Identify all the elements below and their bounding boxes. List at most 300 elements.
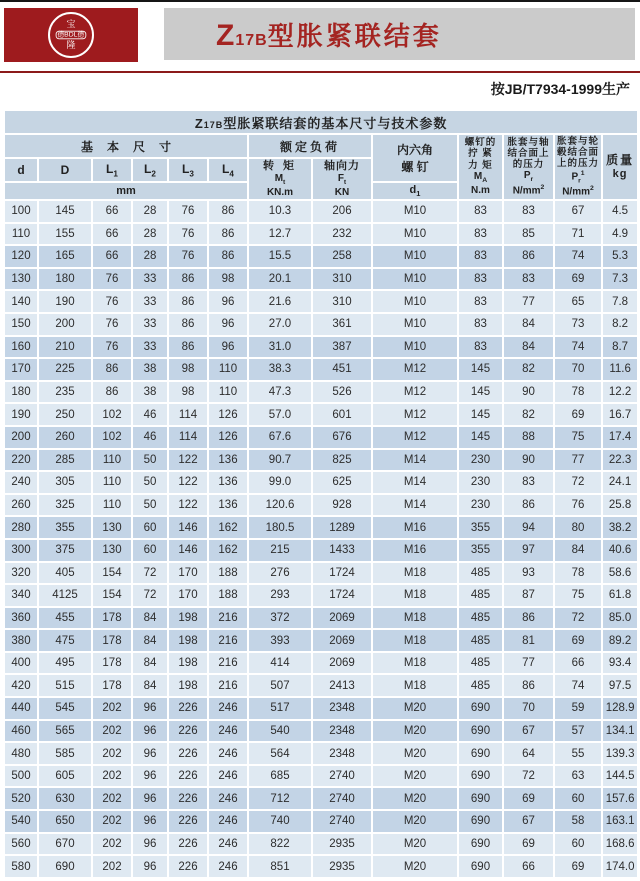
table-cell: 325: [38, 494, 92, 517]
table-cell: 96: [132, 787, 168, 810]
col-header-L2: $L_2$: [132, 158, 168, 182]
table-cell: 72: [554, 607, 602, 630]
table-cell: 240: [4, 471, 38, 494]
col-header-mass: 质量 kg: [602, 134, 638, 200]
table-cell: 440: [4, 697, 38, 720]
table-cell: 2740: [312, 787, 372, 810]
table-cell: 100: [4, 200, 38, 223]
table-cell: 97: [503, 539, 554, 562]
table-cell: 50: [132, 494, 168, 517]
table-cell: 90.7: [248, 449, 312, 472]
table-cell: 517: [248, 697, 312, 720]
table-cell: 134.1: [602, 720, 638, 743]
table-cell: 69: [503, 787, 554, 810]
table-cell: M10: [372, 313, 458, 336]
table-cell: 168.6: [602, 833, 638, 856]
table-cell: 136: [208, 494, 248, 517]
table-cell: 202: [92, 720, 132, 743]
table-cell: 372: [248, 607, 312, 630]
col-header-hex-screw: 内六角 螺 钉: [372, 134, 458, 182]
table-cell: 84: [132, 674, 168, 697]
table-cell: 630: [38, 787, 92, 810]
table-cell: 70: [554, 358, 602, 381]
table-cell: 198: [168, 607, 208, 630]
table-cell: 690: [458, 833, 503, 856]
table-cell: 220: [4, 449, 38, 472]
table-cell: 246: [208, 720, 248, 743]
table-cell: 246: [208, 833, 248, 856]
table-cell: 146: [168, 539, 208, 562]
table-cell: 480: [4, 742, 38, 765]
table-cell: 114: [168, 426, 208, 449]
table-row: [4, 765, 638, 788]
table-cell: 69: [554, 855, 602, 878]
table-cell: 246: [208, 697, 248, 720]
table-cell: 72: [132, 584, 168, 607]
table-row: [4, 720, 638, 743]
table-cell: 86: [168, 268, 208, 291]
table-row: [4, 629, 638, 652]
table-cell: 76: [168, 245, 208, 268]
col-header-L3: $L_3$: [168, 158, 208, 182]
table-cell: 310: [312, 290, 372, 313]
table-cell: 355: [38, 516, 92, 539]
table-cell: 605: [38, 765, 92, 788]
table-cell: 202: [92, 833, 132, 856]
table-cell: 690: [458, 810, 503, 833]
table-cell: M10: [372, 245, 458, 268]
table-cell: 96: [132, 697, 168, 720]
table-cell: 202: [92, 742, 132, 765]
logo-char-top: 宝: [66, 19, 76, 29]
table-cell: 77: [503, 652, 554, 675]
table-cell: 276: [248, 562, 312, 585]
table-cell: M10: [372, 336, 458, 359]
table-cell: 202: [92, 787, 132, 810]
table-cell: 66: [554, 652, 602, 675]
table-cell: 11.6: [602, 358, 638, 381]
table-cell: 246: [208, 765, 248, 788]
table-cell: 28: [132, 245, 168, 268]
table-cell: 90: [503, 449, 554, 472]
table-cell: 58: [554, 810, 602, 833]
table-row: [4, 268, 638, 291]
table-cell: 96: [132, 810, 168, 833]
table-cell: 66: [92, 223, 132, 246]
table-cell: 2348: [312, 697, 372, 720]
table-row: [4, 449, 638, 472]
table-cell: 66: [92, 200, 132, 223]
table-cell: 180: [4, 381, 38, 404]
table-cell: 74: [554, 674, 602, 697]
table-cell: 485: [458, 674, 503, 697]
table-cell: M18: [372, 562, 458, 585]
col-header-pressure-hub: 胀套与轮 毂结合面 上的压力 $P_r^1$ $N/mm^2$: [554, 134, 602, 200]
table-cell: 74: [554, 336, 602, 359]
table-cell: 485: [458, 562, 503, 585]
table-cell: 50: [132, 449, 168, 472]
table-cell: M18: [372, 629, 458, 652]
table-cell: 355: [458, 539, 503, 562]
table-cell: M20: [372, 742, 458, 765]
table-cell: 102: [92, 426, 132, 449]
table-cell: 495: [38, 652, 92, 675]
table-row: [4, 313, 638, 336]
table-cell: 2069: [312, 629, 372, 652]
table-cell: 4125: [38, 584, 92, 607]
table-cell: 285: [38, 449, 92, 472]
brand-logo-seal: [48, 12, 94, 58]
table-cell: 83: [458, 336, 503, 359]
table-cell: 84: [554, 539, 602, 562]
table-cell: 232: [312, 223, 372, 246]
table-cell: 10.3: [248, 200, 312, 223]
brand-logo: [4, 8, 138, 62]
table-cell: 155: [38, 223, 92, 246]
table-cell: 226: [168, 697, 208, 720]
table-cell: 71: [554, 223, 602, 246]
col-header-tightening-torque: 螺钉的 拧 紧 力 矩 $M_A$ N.m: [458, 134, 503, 200]
table-cell: M12: [372, 426, 458, 449]
table-cell: 76: [168, 223, 208, 246]
table-cell: 226: [168, 787, 208, 810]
table-row: [4, 471, 638, 494]
table-cell: 375: [38, 539, 92, 562]
table-cell: 72: [554, 471, 602, 494]
table-cell: M18: [372, 584, 458, 607]
table-row: [4, 787, 638, 810]
table-cell: 110: [4, 223, 38, 246]
table-cell: 96: [132, 765, 168, 788]
table-cell: 165: [38, 245, 92, 268]
table-row: [4, 833, 638, 856]
table-cell: 414: [248, 652, 312, 675]
title-banner: [164, 8, 635, 60]
table-cell: 361: [312, 313, 372, 336]
table-cell: 526: [312, 381, 372, 404]
table-cell: 202: [92, 697, 132, 720]
table-cell: 690: [458, 765, 503, 788]
table-cell: 96: [208, 313, 248, 336]
table-cell: 540: [248, 720, 312, 743]
table-cell: 83: [458, 245, 503, 268]
table-cell: 33: [132, 336, 168, 359]
table-cell: 86: [503, 607, 554, 630]
table-cell: 144.5: [602, 765, 638, 788]
table-cell: M10: [372, 200, 458, 223]
table-cell: 83: [458, 200, 503, 223]
table-cell: 28: [132, 200, 168, 223]
table-cell: M18: [372, 652, 458, 675]
table-row: [4, 381, 638, 404]
table-cell: 120.6: [248, 494, 312, 517]
table-cell: 33: [132, 268, 168, 291]
table-cell: 226: [168, 720, 208, 743]
table-cell: 210: [38, 336, 92, 359]
table-cell: 565: [38, 720, 92, 743]
table-cell: 216: [208, 629, 248, 652]
table-cell: 215: [248, 539, 312, 562]
table-cell: 685: [248, 765, 312, 788]
table-cell: 110: [208, 381, 248, 404]
table-cell: 188: [208, 584, 248, 607]
table-cell: 82: [503, 358, 554, 381]
table-cell: 202: [92, 810, 132, 833]
table-cell: 82: [503, 403, 554, 426]
table-cell: 145: [38, 200, 92, 223]
table-cell: 93.4: [602, 652, 638, 675]
table-cell: 160: [4, 336, 38, 359]
table-cell: 60: [132, 516, 168, 539]
table-cell: 585: [38, 742, 92, 765]
table-cell: 38.3: [248, 358, 312, 381]
table-cell: 66: [92, 245, 132, 268]
table-cell: 50: [132, 471, 168, 494]
table-cell: 89.2: [602, 629, 638, 652]
table-cell: 8.7: [602, 336, 638, 359]
table-cell: 75: [554, 426, 602, 449]
table-cell: 180: [38, 268, 92, 291]
table-cell: M10: [372, 268, 458, 291]
table-cell: 560: [4, 833, 38, 856]
table-cell: 84: [503, 313, 554, 336]
table-cell: 46: [132, 426, 168, 449]
table-cell: 85.0: [602, 607, 638, 630]
table-cell: 55: [554, 742, 602, 765]
table-cell: 96: [208, 290, 248, 313]
table-cell: 72: [132, 562, 168, 585]
table-cell: 340: [4, 584, 38, 607]
table-cell: M20: [372, 765, 458, 788]
table-cell: 1433: [312, 539, 372, 562]
table-cell: M16: [372, 539, 458, 562]
table-cell: 150: [4, 313, 38, 336]
table-cell: 178: [92, 607, 132, 630]
table-cell: 280: [4, 516, 38, 539]
table-cell: M20: [372, 787, 458, 810]
table-cell: 90: [503, 381, 554, 404]
col-header-axial-force: 轴向力 $F_t$ KN: [312, 158, 372, 200]
table-cell: 355: [458, 516, 503, 539]
table-cell: M14: [372, 471, 458, 494]
table-cell: 180.5: [248, 516, 312, 539]
table-cell: 202: [92, 765, 132, 788]
table-row: [4, 200, 638, 223]
logo-char-middle: 德BDL德: [57, 30, 85, 39]
table-row: [4, 516, 638, 539]
table-row: [4, 426, 638, 449]
table-cell: 74: [554, 245, 602, 268]
table-cell: 76: [554, 494, 602, 517]
table-cell: 822: [248, 833, 312, 856]
table-cell: 2348: [312, 742, 372, 765]
table-cell: 86: [168, 313, 208, 336]
table-cell: 145: [458, 403, 503, 426]
table-cell: 33: [132, 290, 168, 313]
table-cell: 7.3: [602, 268, 638, 291]
table-cell: 38: [132, 381, 168, 404]
table-cell: 690: [458, 697, 503, 720]
table-cell: 76: [168, 200, 208, 223]
col-header-d1: $d_1$: [372, 182, 458, 200]
table-cell: 198: [168, 652, 208, 675]
table-cell: 928: [312, 494, 372, 517]
table-cell: 40.6: [602, 539, 638, 562]
page-title: Z17B型胀紧联结套: [216, 18, 442, 52]
table-cell: 139.3: [602, 742, 638, 765]
table-cell: 66: [503, 855, 554, 878]
table-cell: 190: [38, 290, 92, 313]
table-cell: 216: [208, 652, 248, 675]
table-cell: 47.3: [248, 381, 312, 404]
table-cell: 2935: [312, 855, 372, 878]
col-header-L4: $L_4$: [208, 158, 248, 182]
table-cell: M20: [372, 833, 458, 856]
table-row: [4, 652, 638, 675]
table-cell: 102: [92, 403, 132, 426]
table-cell: 740: [248, 810, 312, 833]
table-cell: 293: [248, 584, 312, 607]
table-row: [4, 562, 638, 585]
table-cell: 60: [132, 539, 168, 562]
table-cell: 2935: [312, 833, 372, 856]
table-cell: 76: [92, 336, 132, 359]
table-row: [4, 336, 638, 359]
table-cell: 12.7: [248, 223, 312, 246]
table-cell: 580: [4, 855, 38, 878]
table-cell: 2348: [312, 720, 372, 743]
table-cell: 130: [92, 539, 132, 562]
table-cell: 300: [4, 539, 38, 562]
table-cell: 460: [4, 720, 38, 743]
table-cell: 226: [168, 765, 208, 788]
table-cell: 83: [458, 268, 503, 291]
table-cell: 86: [208, 200, 248, 223]
table-cell: 500: [4, 765, 38, 788]
table-cell: 27.0: [248, 313, 312, 336]
table-cell: 246: [208, 787, 248, 810]
table-cell: 80: [554, 516, 602, 539]
table-cell: 75: [554, 584, 602, 607]
table-cell: 67: [503, 810, 554, 833]
table-cell: 21.6: [248, 290, 312, 313]
table-cell: 33: [132, 313, 168, 336]
table-cell: 77: [554, 449, 602, 472]
table-cell: 1724: [312, 562, 372, 585]
table-cell: 690: [458, 720, 503, 743]
table-cell: 16.7: [602, 403, 638, 426]
table-row: [4, 607, 638, 630]
table-cell: 83: [458, 290, 503, 313]
table-cell: 260: [38, 426, 92, 449]
table-cell: 96: [132, 855, 168, 878]
table-cell: 15.5: [248, 245, 312, 268]
table-cell: M12: [372, 381, 458, 404]
table-cell: M18: [372, 607, 458, 630]
table-cell: 126: [208, 426, 248, 449]
table-row: [4, 855, 638, 878]
col-header-d: d: [4, 158, 38, 182]
table-row: [4, 494, 638, 517]
table-cell: 320: [4, 562, 38, 585]
table-cell: 122: [168, 449, 208, 472]
table-cell: 226: [168, 810, 208, 833]
table-cell: 202: [92, 855, 132, 878]
table-cell: 405: [38, 562, 92, 585]
table-cell: 246: [208, 810, 248, 833]
table-cell: 676: [312, 426, 372, 449]
table-cell: 67: [503, 720, 554, 743]
table-cell: 126: [208, 403, 248, 426]
table-cell: 540: [4, 810, 38, 833]
table-row: [4, 584, 638, 607]
spec-table: [3, 109, 639, 879]
table-cell: 216: [208, 674, 248, 697]
table-cell: 38: [132, 358, 168, 381]
table-cell: 84: [132, 652, 168, 675]
table-cell: 87: [503, 584, 554, 607]
table-cell: 110: [208, 358, 248, 381]
table-cell: 507: [248, 674, 312, 697]
table-cell: M12: [372, 403, 458, 426]
table-cell: 65: [554, 290, 602, 313]
table-cell: 154: [92, 562, 132, 585]
col-header-pressure-shaft: 胀套与轴 结合面上 的压力 $P_r$ $N/mm^2$: [503, 134, 554, 200]
table-cell: 46: [132, 403, 168, 426]
table-cell: 260: [4, 494, 38, 517]
table-cell: 57.0: [248, 403, 312, 426]
table-row: [4, 358, 638, 381]
table-cell: 28: [132, 223, 168, 246]
table-cell: 162: [208, 539, 248, 562]
table-cell: 451: [312, 358, 372, 381]
table-cell: 387: [312, 336, 372, 359]
table-cell: 712: [248, 787, 312, 810]
table-cell: 520: [4, 787, 38, 810]
table-cell: 5.3: [602, 245, 638, 268]
table-cell: 59: [554, 697, 602, 720]
table-cell: 122: [168, 494, 208, 517]
table-cell: 7.8: [602, 290, 638, 313]
table-cell: 67.6: [248, 426, 312, 449]
table-cell: M14: [372, 494, 458, 517]
table-cell: 83: [503, 471, 554, 494]
table-cell: 4.9: [602, 223, 638, 246]
table-cell: 96: [132, 720, 168, 743]
table-row: [4, 697, 638, 720]
table-cell: 77: [503, 290, 554, 313]
table-cell: 2740: [312, 810, 372, 833]
table-cell: 400: [4, 652, 38, 675]
table-cell: 84: [503, 336, 554, 359]
table-cell: 2740: [312, 765, 372, 788]
table-cell: 38.2: [602, 516, 638, 539]
table-cell: 76: [92, 313, 132, 336]
table-cell: 163.1: [602, 810, 638, 833]
table-cell: 178: [92, 629, 132, 652]
table-cell: 145: [458, 358, 503, 381]
table-cell: 86: [503, 674, 554, 697]
spec-table-head: [4, 110, 638, 200]
table-cell: 88: [503, 426, 554, 449]
table-cell: 4.5: [602, 200, 638, 223]
table-cell: 145: [458, 426, 503, 449]
table-cell: 76: [92, 268, 132, 291]
table-cell: 174.0: [602, 855, 638, 878]
table-cell: 78: [554, 562, 602, 585]
table-cell: 690: [458, 787, 503, 810]
table-cell: M10: [372, 290, 458, 313]
